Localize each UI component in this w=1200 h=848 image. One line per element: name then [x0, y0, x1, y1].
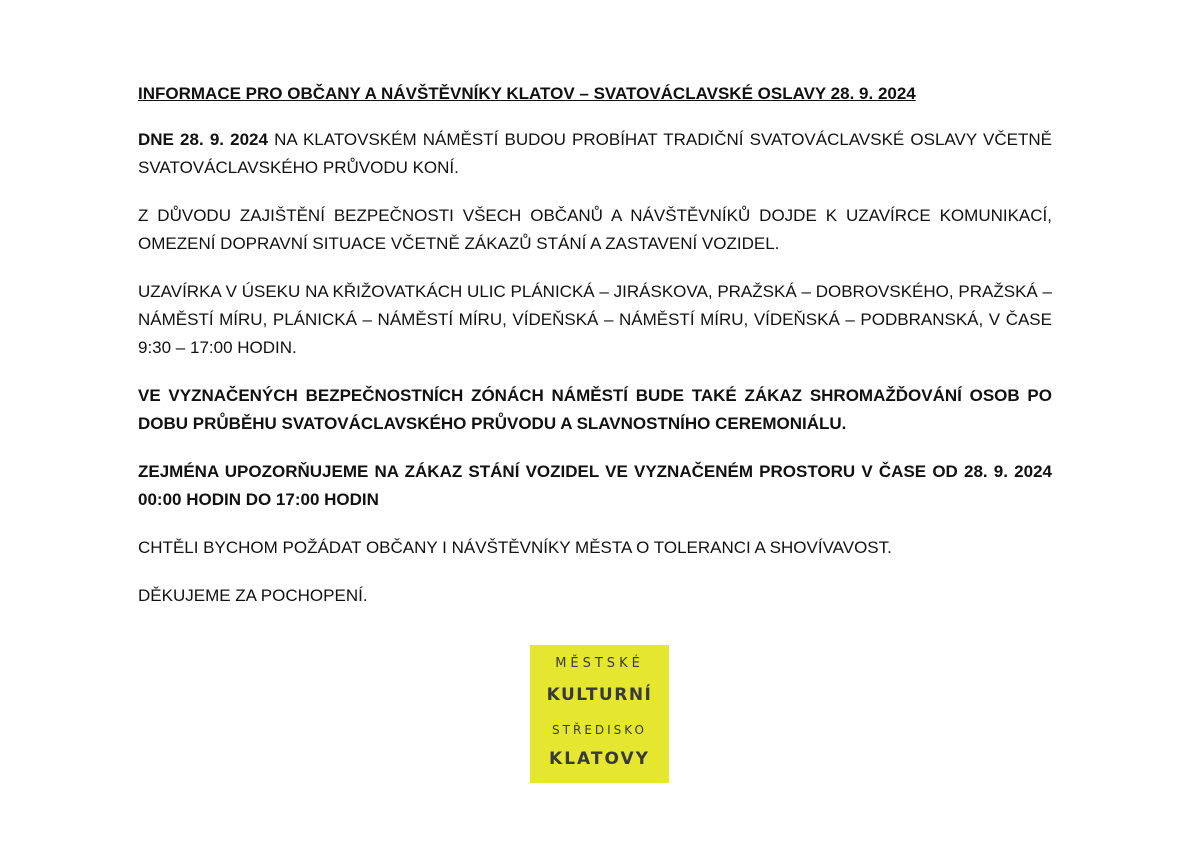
document-title: INFORMACE PRO OBČANY A NÁVŠTĚVNÍKY KLATOV – SVATOVÁCLAVSKÉ OSLAVY 28. 9. 2024	[138, 84, 916, 103]
logo-line-mestske: MĚSTSKÉ	[555, 656, 644, 671]
mks-klatovy-logo	[530, 645, 669, 783]
paragraph-closure-streets: UZAVÍRKA V ÚSEKU NA KŘIŽOVATKÁCH ULIC PLÁNICKÁ – JIRÁSKOVA, PRAŽSKÁ – DOBROVSKÉHO, PRAŽSKÁ – NÁMĚSTÍ MÍRU, PLÁNICKÁ – NÁMĚSTÍ MÍRU, VÍDEŇSKÁ – NÁMĚSTÍ MÍRU, VÍDEŇSKÁ – PODBRANSKÁ, V ČASE 9:30 – 17:00 HODIN.	[138, 282, 1052, 357]
paragraph-date-text: NA KLATOVSKÉM NÁMĚSTÍ BUDOU PROBÍHAT TRADIČNÍ SVATOVÁCLAVSKÉ OSLAVY VČETNĚ SVATOVÁCLAVSKÉHO PRŮVODU KONÍ.	[138, 130, 1052, 177]
paragraph-tolerance-request: CHTĚLI BYCHOM POŽÁDAT OBČANY I NÁVŠTĚVNÍKY MĚSTA O TOLERANCI A SHOVÍVAVOST.	[138, 538, 892, 557]
paragraph-road-closure-reason: Z DŮVODU ZAJIŠTĚNÍ BEZPEČNOSTI VŠECH OBČANŮ A NÁVŠTĚVNÍKŮ DOJDE K UZAVÍRCE KOMUNIKACÍ, OMEZENÍ DOPRAVNÍ SITUACE VČETNĚ ZÁKAZŮ STÁNÍ A ZASTAVENÍ VOZIDEL.	[138, 206, 1052, 253]
logo-line-kulturni: KULTURNÍ	[546, 685, 653, 705]
logo-line-stredisko: STŘEDISKO	[552, 723, 647, 737]
logo-line-klatovy: KLATOVY	[549, 749, 650, 769]
paragraph-date-lead: DNE 28. 9. 2024	[138, 130, 268, 149]
paragraph-parking-ban: ZEJMÉNA UPOZORŇUJEME NA ZÁKAZ STÁNÍ VOZIDEL VE VYZNAČENÉM PROSTORU V ČASE OD 28. 9. 2024 00:00 HODIN DO 17:00 HODIN	[138, 462, 1052, 509]
paragraph-date-announcement	[138, 126, 1052, 182]
paragraph-assembly-ban: VE VYZNAČENÝCH BEZPEČNOSTNÍCH ZÓNÁCH NÁMĚSTÍ BUDE TAKÉ ZÁKAZ SHROMAŽĎOVÁNÍ OSOB PO DOBU PRŮBĚHU SVATOVÁCLAVSKÉHO PRŮVODU A SLAVNOSTNÍHO CEREMONIÁLU.	[138, 386, 1052, 433]
document-body	[138, 82, 1052, 630]
paragraph-thanks: DĚKUJEME ZA POCHOPENÍ.	[138, 586, 368, 605]
